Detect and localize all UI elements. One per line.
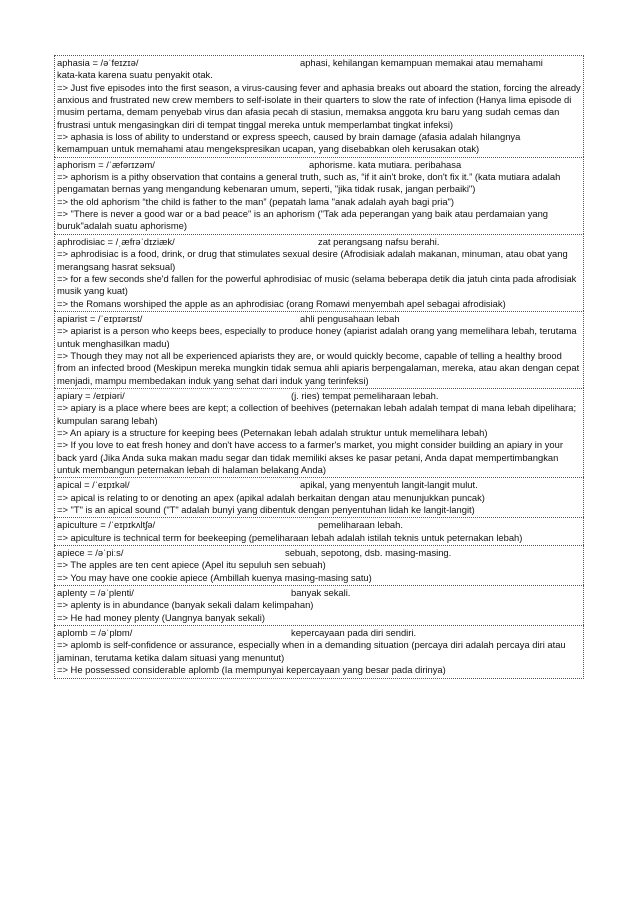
dictionary-entry (54, 234, 584, 311)
entry-meaning: banyak sekali. (291, 587, 351, 599)
dictionary-entry (54, 585, 584, 625)
entry-pronunciation: apiary = /eɪpiəri/ (57, 389, 125, 401)
entry-headword-row (57, 313, 582, 325)
entry-pronunciation: apiculture = /ˈeɪpɪkʌltʃə/ (57, 519, 156, 531)
entry-meaning: sebuah, sepotong, dsb. masing-masing. (285, 547, 452, 559)
entry-pronunciation: aphasia = /əˈfeɪzɪə/ (57, 57, 139, 68)
entry-example-line: => Just five episodes into the first season, a virus-causing fever and aphasia breaks out aboard the station, forcing the already anxious and frustrated new crew members to self-isolate in their quarters to slow the rate of infection (Hanya lima episode di musim pertama, demam penyebab virus dan afasia pecah di stasiun, memaksa anggota kru baru yang sudah cemas dan frustrasi untuk mengasingkan diri di tempat tinggal mereka untuk memperlambat tingkat infeksi) (57, 81, 581, 130)
entry-example-line: => He possessed considerable aplomb (Ia mempunyai kepercayaan yang besar pada dirinya) (57, 664, 446, 676)
dictionary-entry (54, 477, 584, 517)
entry-example-line: => If you love to eat fresh honey and don't have access to a farmer's market, you might consider building an apiary in your back yard (Jika Anda suka makan madu segar dan tidak memiliki akses ke pasar petani, Anda dapat mempertimbangkan untuk membangun peternakan lebah di halaman belakang Anda) (57, 439, 563, 475)
entry-pronunciation: apiarist = /ˈeɪpɪərɪst/ (57, 312, 143, 324)
entry-example-line: => aphrodisiac is a food, drink, or drug that stimulates sexual desire (Afrodisiak adalah makanan, minuman, atau obat yang merangsang hasrat seksual) (57, 248, 568, 272)
entry-example-line: => aplomb is self-confidence or assurance, especially when in a demanding situation (percaya diri adalah percaya diri atau jaminan, terutama ketika dalam situasi yang menuntut) (57, 639, 566, 663)
entry-example-line: => "T" is an apical sound ("T" adalah bunyi yang dibentuk dengan penyentuhan lidah ke langit-langit) (57, 504, 475, 516)
entry-pronunciation: aplomb = /əˈplɒm/ (57, 627, 133, 639)
entry-example-line: => apiculture is technical term for beekeeping (pemeliharaan lebah adalah istilah teknis untuk peternakan lebah) (57, 531, 523, 543)
entry-example-line: => aphorism is a pithy observation that contains a general truth, such as, “if it ain't broke, don't fix it.” (kata mutiara adalah pengamatan bernas yang mengandung kebenaran umum, seperti, "jika tidak rusak, jangan perbaiki") (57, 171, 561, 195)
entry-meaning: pemeliharaan lebah. (318, 519, 403, 531)
entry-headword-row (57, 479, 582, 491)
dictionary-entry (54, 545, 584, 585)
entry-meaning: apikal, yang menyentuh langit-langit mulut. (300, 479, 478, 491)
entry-headword-row (57, 627, 582, 639)
entry-example-line: kemampuan untuk memahami atau mengekspresikan ucapan, yang disebabkan oleh kerusakan otak) (57, 143, 480, 155)
entry-example-line: => An apiary is a structure for keeping bees (Peternakan lebah adalah struktur untuk memelihara lebah) (57, 426, 488, 438)
entry-example-line: => the old aphorism “the child is father to the man” (pepatah lama "anak adalah ayah bagi pria") (57, 195, 454, 207)
dictionary-entry (54, 517, 584, 545)
entry-meaning: aphorisme. kata mutiara. peribahasa (309, 158, 462, 170)
entry-headword-row (57, 57, 582, 69)
entry-headword-row (57, 390, 582, 402)
entry-headword-row (57, 236, 582, 248)
entry-example-line: => apiary is a place where bees are kept; a collection of beehives (peternakan lebah adalah tempat di mana lebah dipelihara; kumpulan sarang lebah) (57, 402, 577, 426)
entry-example-line: => "There is never a good war or a bad peace" is an aphorism ("Tak ada peperangan yang baik atau perdamaian yang buruk"adalah suatu aphorisme) (57, 208, 549, 232)
entry-example-line: => Though they may not all be experienced apiarists they are, or would quickly become, capable of telling a healthy brood from an infected brood (Meskipun mereka mungkin tidak semua ahli apiaris berpengalaman, mereka, atau akan dengan cepat menjadi, mampu membedakan induk yang sehat dari induk yang terinfeksi) (57, 349, 580, 386)
entry-headword-row (57, 159, 582, 171)
entry-headword-row (57, 587, 582, 599)
dictionary-entry (54, 55, 584, 157)
entry-headword-row (57, 547, 582, 559)
entry-headword-row (57, 519, 582, 531)
entry-example-line: => aplenty is in abundance (banyak sekali dalam kelimpahan) (57, 599, 314, 611)
dictionary-entry (54, 157, 584, 234)
entry-meaning: aphasi, kehilangan kemampuan memakai atau memahami (300, 57, 543, 68)
entry-example-line: => You may have one cookie apiece (Ambillah kuenya masing-masing satu) (57, 571, 372, 583)
entry-example-line: => He had money plenty (Uangnya banyak sekali) (57, 611, 265, 623)
entry-example-line: => the Romans worshiped the apple as an aphrodisiac (orang Romawi menyembah apel sebagai afrodisiak) (57, 297, 506, 309)
entry-example-line: => The apples are ten cent apiece (Apel itu sepuluh sen sebuah) (57, 559, 326, 571)
entry-pronunciation: apiece = /əˈpiːs/ (57, 547, 124, 559)
entry-pronunciation: apical = /ˈeɪpɪkəl/ (57, 479, 130, 491)
entry-meaning: zat perangsang nafsu berahi. (318, 235, 440, 247)
entry-example-line: kata-kata karena suatu penyakit otak. (57, 69, 213, 81)
entry-example-line: => aphasia is loss of ability to understand or express speech, caused by brain damage (afasia adalah hilangnya (57, 131, 521, 143)
entry-pronunciation: aplenty = /əˈplenti/ (57, 587, 134, 599)
entry-meaning: (j. ries) tempat pemeliharaan lebah. (291, 389, 439, 401)
dictionary-page (54, 55, 584, 679)
dictionary-entry (54, 388, 584, 477)
entry-pronunciation: aphorism = /ˈæfərɪzəm/ (57, 158, 155, 170)
entry-pronunciation: aphrodisiac = /ˌæfrəˈdɪziæk/ (57, 235, 175, 247)
entry-example-line: => apiarist is a person who keeps bees, especially to produce honey (apiarist adalah orang yang memelihara lebah, terutama untuk menghasilkan madu) (57, 325, 577, 349)
entry-example-line: => for a few seconds she'd fallen for the powerful aphrodisiac of music (selama beberapa detik dia jatuh cinta pada afrodisiak musik yang kuat) (57, 272, 577, 297)
entry-example-line: => apical is relating to or denoting an apex (apikal adalah berkaitan dengan atau menunjukkan puncak) (57, 491, 485, 503)
entry-meaning: ahli pengusahaan lebah (300, 312, 400, 324)
dictionary-entry (54, 625, 584, 678)
dictionary-entry (54, 311, 584, 388)
entry-meaning: kepercayaan pada diri sendiri. (291, 627, 417, 639)
